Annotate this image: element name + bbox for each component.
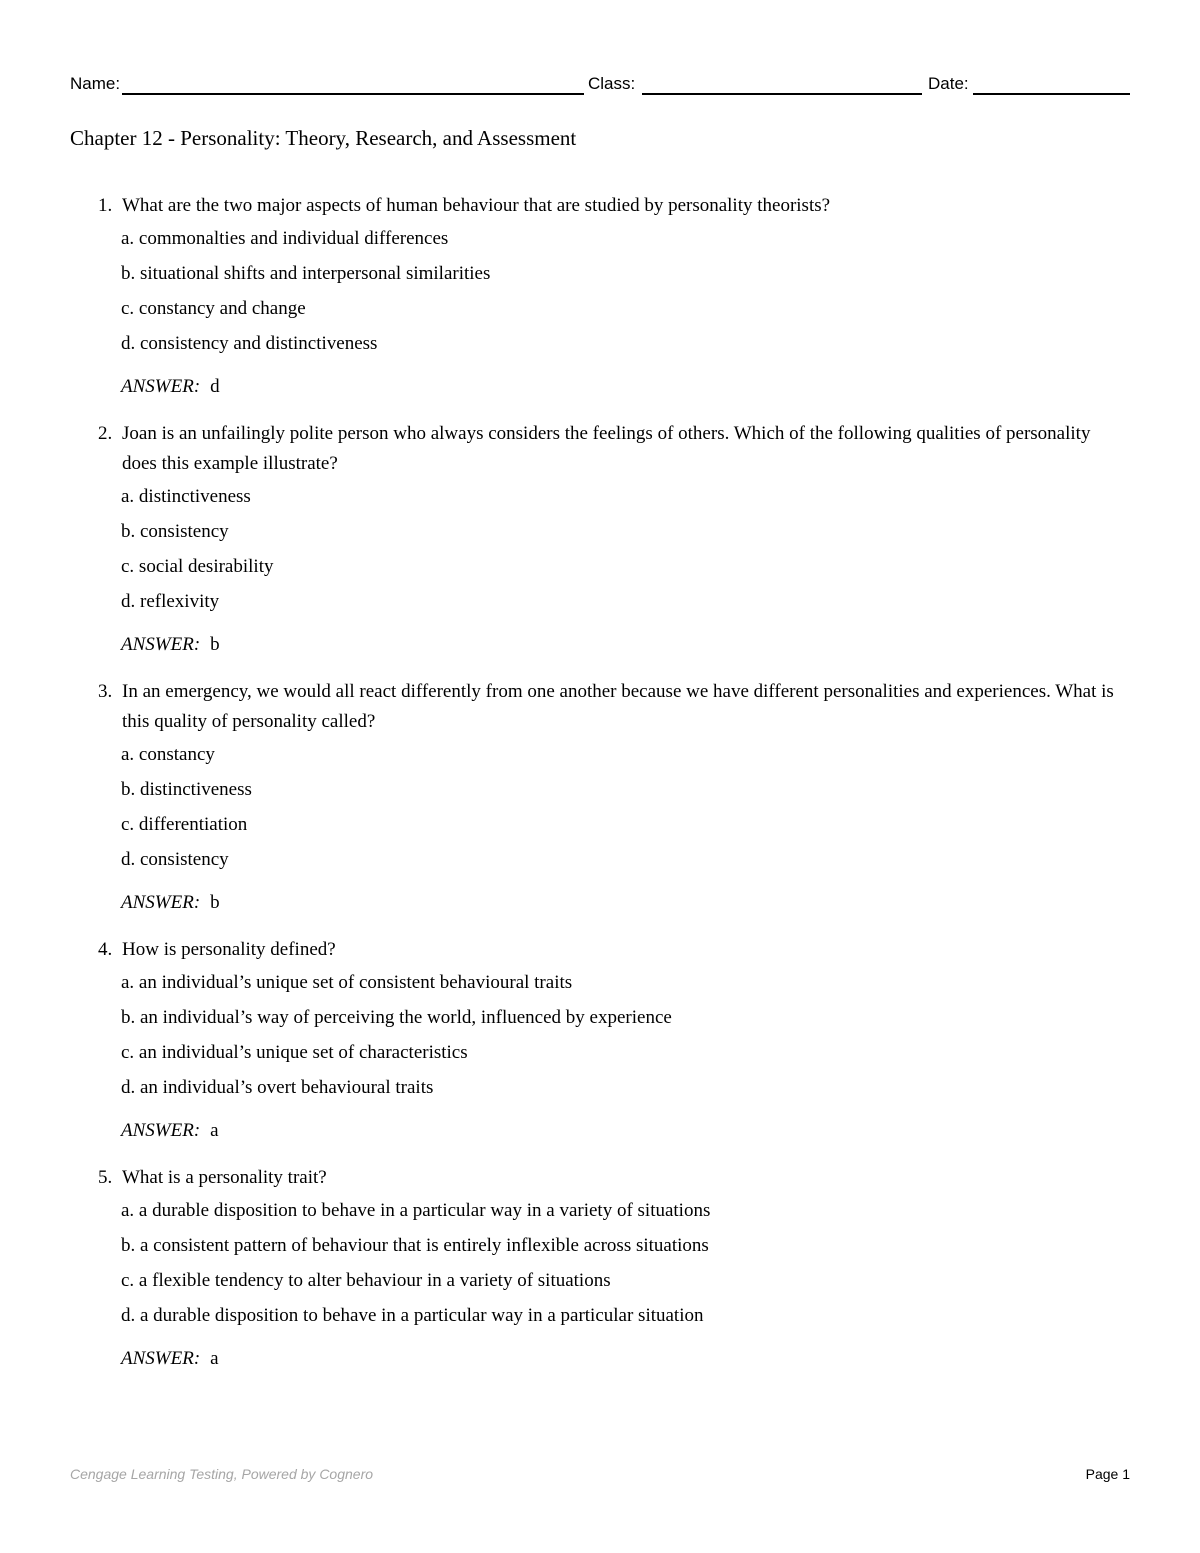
question-number: 4. xyxy=(98,939,113,960)
date-line xyxy=(973,93,1130,95)
question-item xyxy=(70,191,1130,403)
question-number: 3. xyxy=(98,681,113,702)
answer-option: d. consistency xyxy=(121,849,229,870)
question-item xyxy=(70,1163,1130,1375)
answer-value: a xyxy=(210,1348,219,1369)
answer-option: b. distinctiveness xyxy=(121,779,252,800)
answer-options xyxy=(70,1193,1130,1333)
question-stem xyxy=(70,419,1130,479)
answer-options xyxy=(70,479,1130,619)
answer-key xyxy=(70,629,1130,661)
question-number: 2. xyxy=(98,423,113,444)
question-text: In an emergency, we would all react differently from one another because we have different personalities and experiences. What is this quality of personality called? xyxy=(122,681,1114,732)
question-list xyxy=(70,191,1130,1391)
answer-option: c. constancy and change xyxy=(121,298,306,319)
answer-option: a. commonalties and individual differences xyxy=(121,228,449,249)
question-item xyxy=(70,419,1130,661)
answer-option: a. distinctiveness xyxy=(121,486,251,507)
page-number: Page 1 xyxy=(1085,1466,1130,1482)
answer-option: b. situational shifts and interpersonal similarities xyxy=(121,263,491,284)
question-stem xyxy=(70,677,1130,737)
name-label: Name: xyxy=(70,74,121,93)
question-text: What are the two major aspects of human behaviour that are studied by personality theorists? xyxy=(122,195,831,216)
question-item xyxy=(70,935,1130,1147)
question-item xyxy=(70,677,1130,919)
answer-option: b. consistency xyxy=(121,521,229,542)
question-stem xyxy=(70,1163,1130,1193)
answer-label: ANSWER: xyxy=(121,376,201,397)
answer-key xyxy=(70,1115,1130,1147)
date-label: Date: xyxy=(928,74,969,93)
answer-option: b. a consistent pattern of behaviour that is entirely inflexible across situations xyxy=(121,1235,709,1256)
class-line xyxy=(642,93,922,95)
question-text: What is a personality trait? xyxy=(122,1167,327,1188)
answer-options xyxy=(70,737,1130,877)
answer-option: d. a durable disposition to behave in a particular way in a particular situation xyxy=(121,1305,704,1326)
answer-option: d. an individual’s overt behavioural traits xyxy=(121,1077,434,1098)
header-fields xyxy=(70,72,1130,96)
answer-option: a. an individual’s unique set of consistent behavioural traits xyxy=(121,972,573,993)
question-number: 1. xyxy=(98,195,113,216)
answer-value: b xyxy=(210,892,220,913)
answer-option: a. a durable disposition to behave in a particular way in a variety of situations xyxy=(121,1200,711,1221)
name-line xyxy=(122,93,584,95)
answer-value: b xyxy=(210,634,220,655)
question-text: Joan is an unfailingly polite person who always considers the feelings of others. Which of the following qualities of personality does this example illustrate? xyxy=(122,423,1091,474)
answer-label: ANSWER: xyxy=(121,634,201,655)
answer-label: ANSWER: xyxy=(121,1348,201,1369)
footer-source: Cengage Learning Testing, Powered by Cognero xyxy=(70,1466,374,1482)
chapter-title: Chapter 12 - Personality: Theory, Research, and Assessment xyxy=(70,126,577,150)
answer-options xyxy=(70,965,1130,1105)
answer-key xyxy=(70,887,1130,919)
answer-value: d xyxy=(210,376,220,397)
answer-option: b. an individual’s way of perceiving the world, influenced by experience xyxy=(121,1007,672,1028)
answer-option: c. a flexible tendency to alter behaviour in a variety of situations xyxy=(121,1270,611,1291)
answer-key xyxy=(70,371,1130,403)
class-label: Class: xyxy=(588,74,636,93)
question-stem xyxy=(70,935,1130,965)
answer-option: c. an individual’s unique set of characteristics xyxy=(121,1042,468,1063)
answer-key xyxy=(70,1343,1130,1375)
question-stem xyxy=(70,191,1130,221)
answer-options xyxy=(70,221,1130,361)
answer-option: a. constancy xyxy=(121,744,215,765)
answer-option: d. reflexivity xyxy=(121,591,220,612)
answer-label: ANSWER: xyxy=(121,1120,201,1141)
answer-option: c. differentiation xyxy=(121,814,248,835)
question-number: 5. xyxy=(98,1167,113,1188)
answer-option: d. consistency and distinctiveness xyxy=(121,333,378,354)
answer-label: ANSWER: xyxy=(121,892,201,913)
question-text: How is personality defined? xyxy=(122,939,336,960)
answer-value: a xyxy=(210,1120,219,1141)
answer-option: c. social desirability xyxy=(121,556,274,577)
